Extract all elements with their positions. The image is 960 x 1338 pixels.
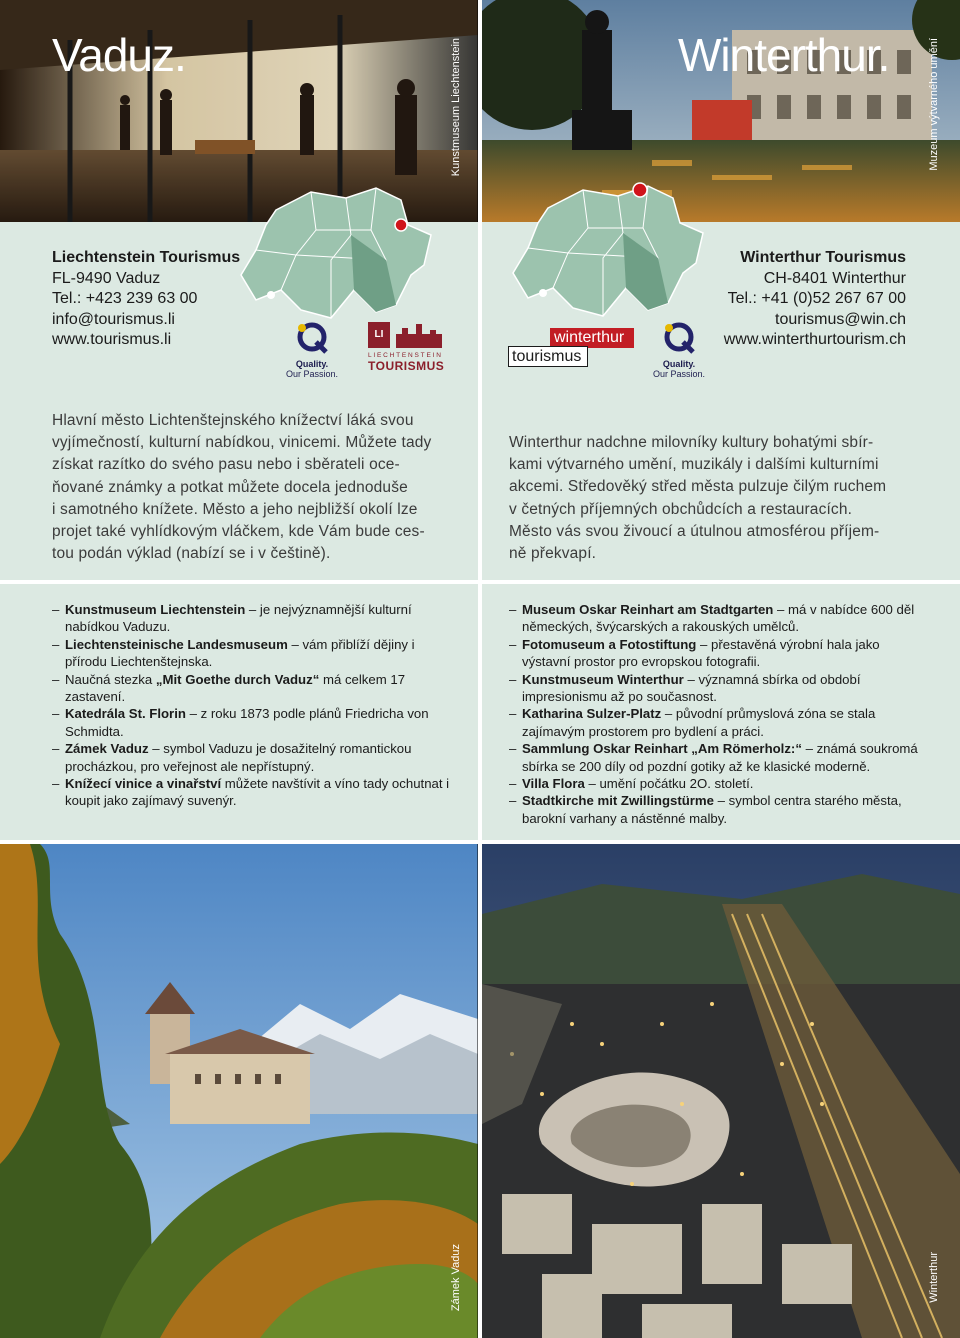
vaduz-intro-line: ňované známky a potkat můžete docela jednoduše [52,478,408,496]
attraction-name: Sammlung Oskar Reinhart „Am Römerholz:“ [522,741,802,757]
liechtenstein-tourismus-logo [368,322,450,373]
attraction-desc: má celkem 17 zastavení. [65,671,406,705]
attraction-name: Kunstmuseum Winterthur [522,671,684,687]
list-item [509,740,919,775]
list-item [509,775,919,792]
quality-q-icon [292,322,332,354]
attraction-name: Knížecí vinice a vinařství [65,776,222,792]
winterthur-contact-web[interactable]: www.winterthurtourism.ch [723,331,906,348]
quality-q-icon [659,322,699,354]
li-logo-line2: TOURISMUS [368,359,445,373]
attraction-name: Zámek Vaduz [65,741,149,757]
winterthur-contact-address: CH-8401 Winterthur [763,269,906,287]
winterthur-intro-line: v četných příjemných obchůdcích a restauracích. [509,500,853,518]
castle-icon [396,322,442,348]
vaduz-intro-line: získat razítko do svého pasu nebo i sběrateli oce- [52,456,400,474]
winterthur-contact-org: Winterthur Tourismus [740,249,906,266]
vaduz-attractions-list [52,601,452,810]
vaduz-photo-caption: Kunstmuseum Liechtenstein [450,38,462,177]
winterthur-contact-phone: Tel.: +41 (0)52 267 67 00 [727,290,906,307]
vaduz-contact-phone: Tel.: +423 239 63 00 [52,290,198,307]
attraction-desc: – umění počátku 2O. století. [584,776,754,792]
attraction-name: Katharina Sulzer-Platz [522,706,662,722]
attraction-prefix: Naučná stezka [65,671,156,687]
winterthur-contact-email[interactable]: tourismus@win.ch [775,310,906,328]
winterthur-intro-line: Město vás svou živoucí a útulnou atmosférou příjem- [509,522,880,540]
vaduz-intro-text [52,410,431,565]
attraction-desc: – má v nabídce 600 děl německých, švýcarských a rakouských umělců. [522,602,915,635]
vaduz-intro-line: vyjímečností, kulturní nabídkou, vinicemi. Můžete tady [52,434,432,452]
winterthur-tourismus-logo [508,328,634,368]
winterthur-night-caption: Winterthur [928,1252,940,1303]
attraction-desc: – významná sbírka od období impresionismu až po současnost. [522,671,861,705]
attraction-name: Kunstmuseum Liechtenstein [65,602,246,617]
attraction-desc: – známá soukromá sbírka se 200 díly od pozdní gotiky až ke klasické moderně. [522,741,918,774]
winterthur-intro-line: akcemi. Středověký střed města pulzuje čilým ruchem [509,478,887,496]
vaduz-city-title: Vaduz. [52,29,186,81]
list-item [52,705,452,740]
vaduz-intro-line: projet také vyhlídkovým vláčkem, kde Vám bude ces- [52,523,425,541]
attraction-name: Fotomuseum a Fotostiftung [522,636,697,652]
winterthur-logo-line2: tourismus [508,346,588,367]
winterthur-quality-logo [651,322,707,379]
vaduz-contact-address: FL-9490 Vaduz [52,269,161,287]
attraction-name: Museum Oskar Reinhart am Stadtgarten [522,602,774,617]
vaduz-contact-org: Liechtenstein Tourismus [52,249,241,266]
vaduz-quality-line1: Quality. [295,359,329,369]
list-item [52,636,452,671]
attraction-name: Stadtkirche mit Zwillingstürme [522,793,714,809]
list-item [52,740,452,775]
list-item [509,705,919,740]
list-item [509,792,919,827]
winterthur-quality-line2: Our Passion. [652,369,706,379]
attraction-desc: – je nejvýznamnější kulturní nabídkou Vaduzu. [65,602,412,635]
attraction-desc: – vám přiblíží dějiny i přírodu Liechtenštejnska. [65,636,415,670]
vaduz-castle-caption: Zámek Vaduz [450,1244,462,1312]
vaduz-intro-line: i samotného knížete. Město a jeho nejbližší okolí lze [52,500,418,518]
winterthur-city-title: Winterthur. [678,29,890,81]
list-item [509,636,919,671]
list-item [52,601,452,636]
li-logo-box: LI [368,322,390,348]
attraction-desc: – symbol centra starého města, barokní varhany a nástěnné malby. [522,793,902,826]
vaduz-castle-photo [0,844,478,1338]
vaduz-intro-line: tou podán výklad (nabízí se i v češtině). [52,545,331,563]
vaduz-quality-line2: Our Passion. [285,369,339,379]
attraction-name: Villa Flora [522,776,585,792]
vaduz-intro-line: Hlavní město Lichtenštejnského knížectví láká svou [52,412,414,429]
winterthur-quality-line1: Quality. [662,359,696,369]
winterthur-intro-text [509,432,886,565]
vaduz-contact-email[interactable]: info@tourismus.li [52,310,175,328]
winterthur-intro-line: kami výtvarného umění, muzikály i dalšími kulturními [509,456,879,474]
attraction-desc: – přestavěná výrobní hala jako výstavní prostor pro evropskou fotografii. [522,636,880,670]
winterthur-photo-caption: Muzeum výtvarného umění [928,38,940,171]
list-item [509,601,919,636]
li-logo-line1: LIECHTENSTEIN [368,352,443,359]
winterthur-intro-line: Winterthur nadchne milovníky kultury bohatými sbír- [509,434,874,451]
attraction-desc: můžete navštívit a víno tady ochutnat i koupit jako zajímavý suvenýr. [65,776,450,809]
switzerland-map-vaduz [236,180,446,322]
attraction-desc: – z roku 1873 podle plánů Friedricha von Schmidta. [65,706,429,739]
winterthur-night-photo [482,844,960,1338]
vaduz-quality-logo [284,322,340,379]
list-item [52,671,452,706]
list-item [509,671,919,706]
list-item [52,775,452,810]
attraction-name: Katedrála St. Florin [65,706,186,722]
vaduz-contact-block [52,248,240,351]
attraction-name: „Mit Goethe durch Vaduz“ [155,671,320,687]
attraction-name: Liechtensteinische Landesmuseum [65,636,288,652]
winterthur-attractions-list [509,601,919,827]
attraction-desc: – symbol Vaduzu je dosažitelný romantickou procházkou, pro veřejnost ale nepřístupný. [65,741,412,774]
attraction-desc: – původní průmyslová zóna se stala zajímavým prostorem pro bydlení a práci. [522,706,876,739]
winterthur-intro-line: ně překvapí. [509,545,597,563]
winterthur-logo-line1: winterthur [550,328,634,348]
vaduz-contact-web[interactable]: www.tourismus.li [52,331,172,348]
